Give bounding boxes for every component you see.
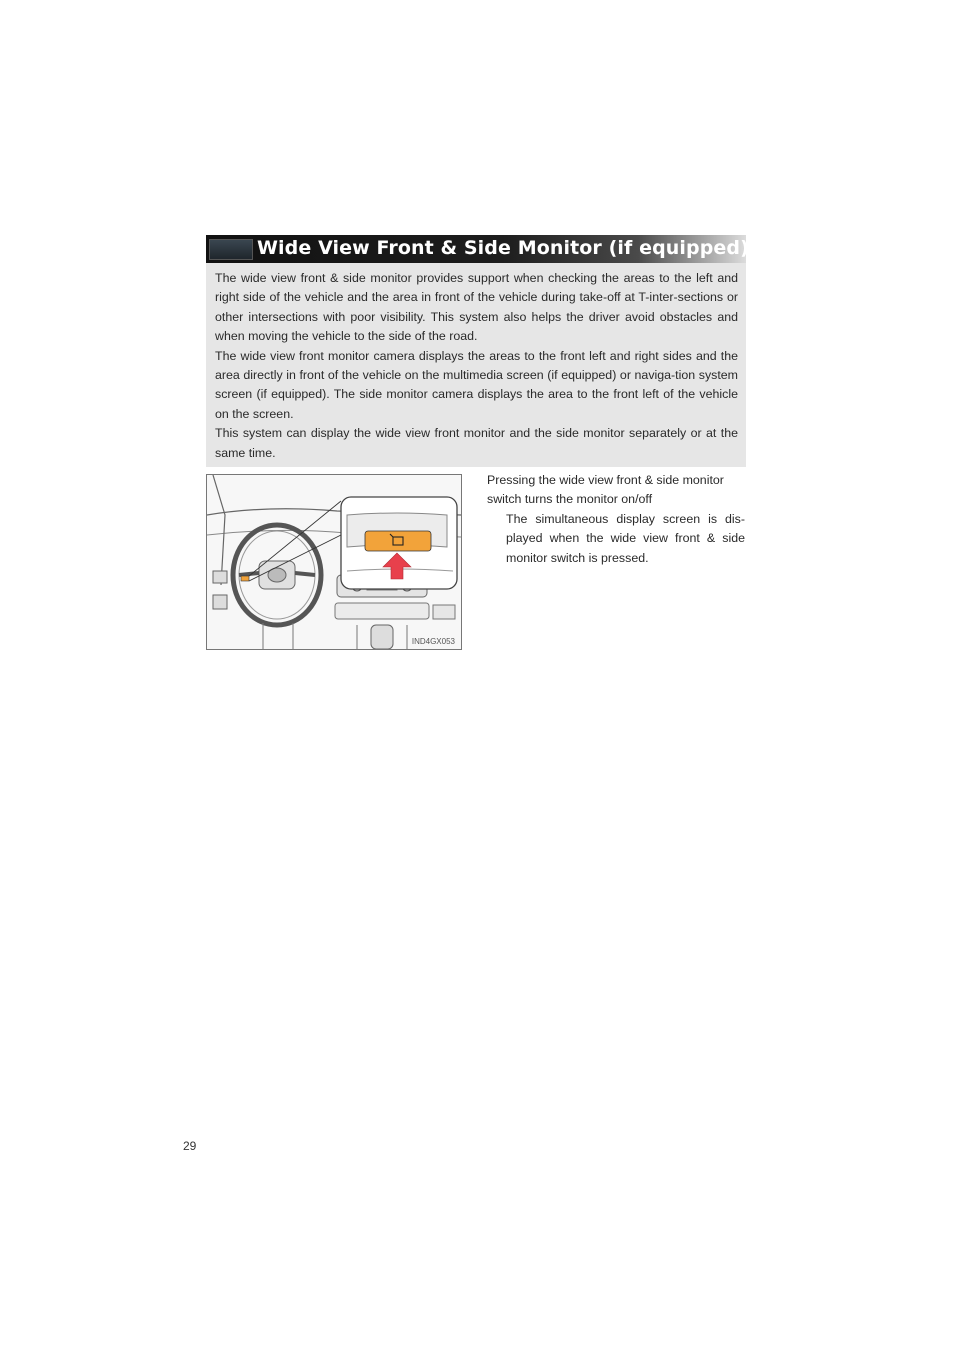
switch-callout [341, 497, 457, 589]
instruction-main: Pressing the wide view front & side monitor switch turns the monitor on/off [487, 473, 724, 507]
section-title: Wide View Front & Side Monitor (if equipped) [257, 237, 749, 259]
dashboard-illustration [206, 474, 462, 650]
intro-paragraph: The wide view front monitor camera displays the areas to the front left and right sides and the area directly in front of the vehicle on the multimedia screen (if equipped) or naviga-tion system screen (if equipped). The side monitor camera displays the area to the front left of the vehicle on the screen. [215, 348, 738, 421]
intro-box [206, 263, 746, 467]
intro-paragraph: The wide view front & side monitor provides support when checking the areas to the left and right side of the vehicle and the area in front of the vehicle during take-off at T-inter-sections or other intersections with poor visibility. This system also helps the driver avoid obstacles and when moving the vehicle to the side of the road. [215, 271, 738, 344]
page-number: 29 [183, 1139, 197, 1153]
dashboard-drawing [207, 475, 461, 649]
instruction-note: The simultaneous display screen is dis-played when the wide view front & side monitor switch is pressed. [506, 511, 745, 565]
instruction-block [487, 471, 745, 568]
intro-paragraph: This system can display the wide view front monitor and the side monitor separately or at the same time. [215, 426, 738, 460]
section-header [206, 235, 749, 263]
section-marker-icon [209, 239, 253, 260]
figure-code: IND4GX053 [411, 637, 455, 646]
